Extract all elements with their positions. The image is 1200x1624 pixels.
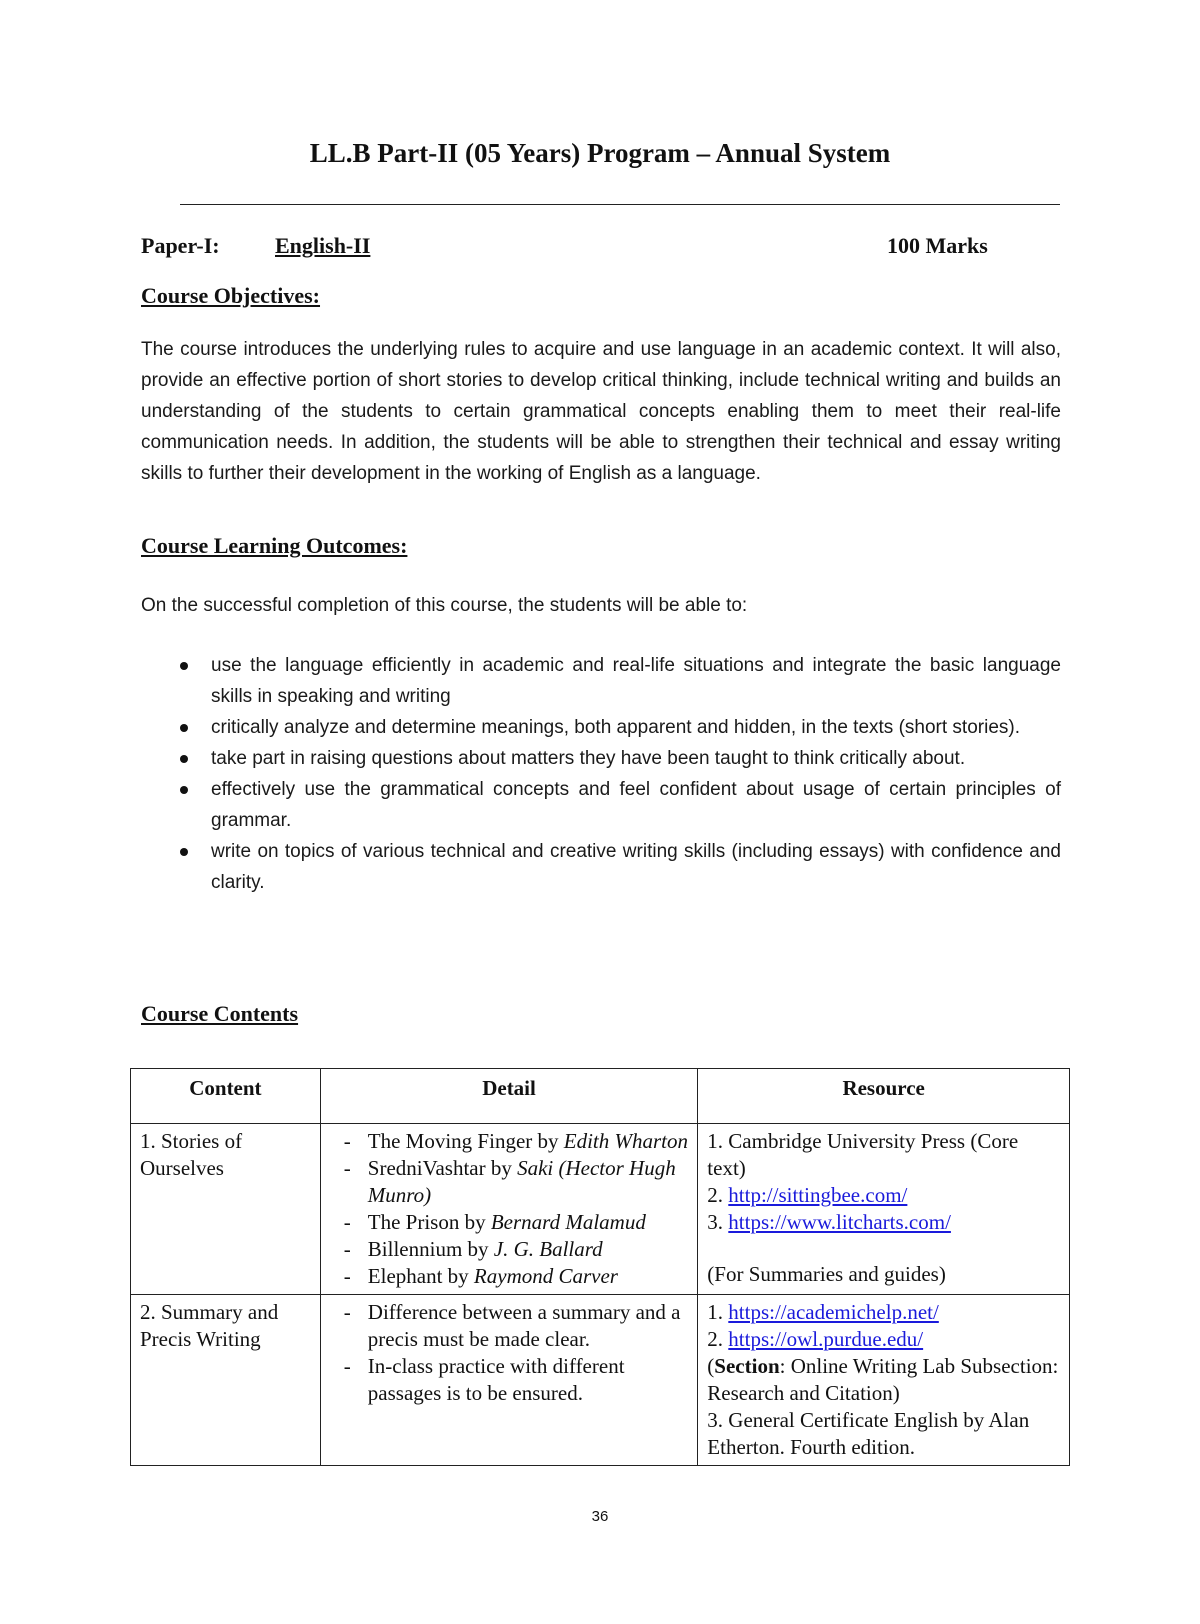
paper-label: Paper-I:	[141, 233, 220, 258]
story-author: Saki (Hector Hugh Munro)	[367, 1156, 676, 1207]
course-contents-table	[130, 1068, 1070, 1466]
table-row	[131, 1124, 1070, 1295]
content-cell: 1. Stories of Ourselves	[131, 1124, 321, 1295]
outcome-item: take part in raising questions about matters they have been taught to think critically about.	[141, 743, 1061, 774]
contents-heading: Course Contents	[141, 1001, 299, 1026]
detail-item	[330, 1128, 689, 1155]
by-text: by	[485, 1156, 518, 1180]
outcome-item: use the language efficiently in academic and real-life situations and integrate the basic language skills in speaking and writing	[141, 650, 1061, 712]
story-author: Bernard Malamud	[490, 1210, 646, 1234]
content-cell: 2. Summary and Precis Writing	[131, 1295, 321, 1466]
detail-item: - Difference between a summary and a precis must be made clear.	[330, 1299, 689, 1353]
resource-cell	[698, 1124, 1070, 1295]
story-title: SredniVashtar	[367, 1156, 486, 1180]
by-text: by	[442, 1264, 474, 1288]
by-text: by	[459, 1210, 491, 1234]
outcome-item: effectively use the grammatical concepts and feel confident about usage of certain principles of grammar.	[141, 774, 1061, 836]
detail-item	[330, 1155, 689, 1209]
detail-item	[330, 1263, 689, 1290]
paper-name: English-II	[275, 233, 371, 258]
table-row	[131, 1295, 1070, 1466]
litcharts-link[interactable]: https://www.litcharts.com/	[728, 1210, 951, 1234]
detail-item	[330, 1209, 689, 1236]
sittingbee-link[interactable]: http://sittingbee.com/	[728, 1183, 908, 1207]
story-author: Edith Wharton	[563, 1129, 689, 1153]
resource-number: 3.	[707, 1210, 729, 1234]
paper-marks: 100 Marks	[887, 233, 988, 258]
outcome-item: critically analyze and determine meanings, both apparent and hidden, in the texts (short stories).	[141, 712, 1061, 743]
resource-number: 1.	[707, 1300, 729, 1324]
academichelp-link[interactable]: https://academichelp.net/	[728, 1300, 939, 1324]
resource-item	[707, 1299, 1060, 1326]
by-text: by	[532, 1129, 564, 1153]
resource-item: 3. General Certificate English by Alan Etherton. Fourth edition.	[707, 1408, 1030, 1459]
story-title: The Moving Finger	[367, 1129, 533, 1153]
outcomes-list	[141, 650, 1061, 898]
page-title: LL.B Part-II (05 Years) Program – Annual System	[309, 138, 891, 168]
by-text: by	[462, 1237, 494, 1261]
header-content: Content	[131, 1069, 321, 1124]
story-title: Elephant	[367, 1264, 443, 1288]
outcome-item: write on topics of various technical and creative writing skills (including essays) with confidence and clarity.	[141, 836, 1061, 898]
objectives-text: The course introduces the underlying rules to acquire and use language in an academic context. It will also, provide an effective portion of short stories to develop critical thinking, include technical writing and builds an understanding of the students to certain grammatical concepts enabling them to meet their real-life communication needs. In addition, the students will be able to strengthen their technical and essay writing skills to further their development in the working of English as a language.	[141, 339, 1061, 484]
story-title: Billennium	[367, 1237, 463, 1261]
outcomes-intro: On the successful completion of this course, the students will be able to:	[141, 595, 748, 616]
resource-cell	[698, 1295, 1070, 1466]
resource-item	[707, 1326, 1060, 1353]
page-number: 36	[591, 1508, 609, 1525]
resource-number: 2.	[707, 1327, 729, 1351]
detail-item	[330, 1236, 689, 1263]
resource-item	[707, 1209, 1060, 1236]
title-divider	[180, 204, 1060, 205]
story-title: The Prison	[367, 1210, 460, 1234]
resource-number: 2.	[707, 1183, 729, 1207]
story-author: Raymond Carver	[473, 1264, 618, 1288]
header-detail: Detail	[320, 1069, 698, 1124]
paren-open: (	[707, 1354, 715, 1378]
header-resource: Resource	[698, 1069, 1070, 1124]
resource-note: (For Summaries and guides)	[707, 1262, 946, 1286]
table-header-row	[131, 1069, 1070, 1124]
outcomes-heading: Course Learning Outcomes:	[141, 533, 408, 558]
resource-item	[707, 1182, 1060, 1209]
resource-item	[707, 1353, 1060, 1407]
resource-item: 1. Cambridge University Press (Core text)	[707, 1129, 1019, 1180]
section-label: Section	[714, 1354, 780, 1378]
detail-cell	[320, 1295, 698, 1466]
purdue-owl-link[interactable]: https://owl.purdue.edu/	[728, 1327, 924, 1351]
detail-item: - In-class practice with different passages is to be ensured.	[330, 1353, 689, 1407]
section-text: : Online Writing Lab Subsection: Research and Citation)	[707, 1354, 1059, 1405]
story-author: J. G. Ballard	[493, 1237, 603, 1261]
detail-cell	[320, 1124, 698, 1295]
objectives-heading: Course Objectives:	[141, 283, 321, 308]
